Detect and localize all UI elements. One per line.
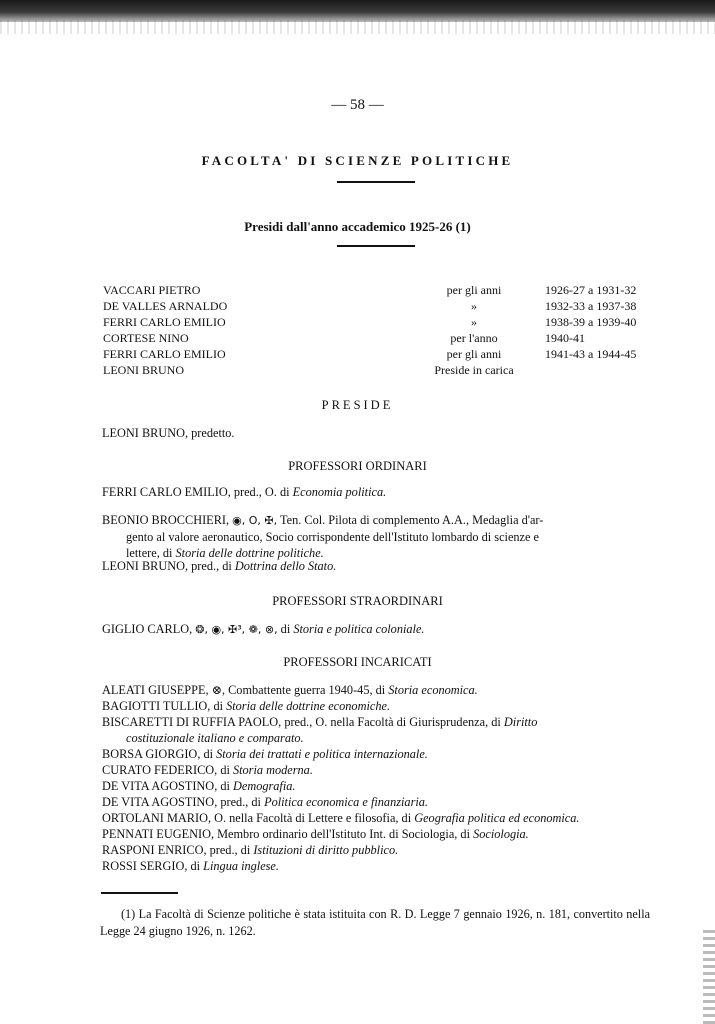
faculty-title: FACOLTA' DI SCIENZE POLITICHE (201, 153, 514, 168)
presidi-row (0, 299, 715, 315)
entry-name: LEONI BRUNO, pred., di (102, 559, 235, 573)
ordinari-entry-ferri (102, 485, 386, 500)
preside-name: CORTESE NINO (103, 331, 189, 345)
presidi-underline (337, 245, 415, 247)
preside-period: » (471, 315, 477, 329)
entry-subject: Geografia politica ed economica. (414, 811, 580, 825)
scan-right-edge (703, 930, 715, 1024)
preside-period: Preside in carica (434, 363, 514, 377)
entry-name: BORSA GIORGIO, di (102, 747, 217, 761)
preside-years: 1941-43 a 1944-45 (545, 347, 637, 361)
incaricati-item (102, 827, 529, 842)
preside-name: VACCARI PIETRO (103, 283, 201, 297)
entry-text: lettere, di (126, 546, 176, 560)
entry-text: di (277, 622, 294, 636)
incaricati-item (102, 859, 279, 874)
entry-name: ROSSI SERGIO, di (102, 859, 204, 873)
presidi-row (0, 347, 715, 363)
footnote-rule (101, 892, 178, 894)
preside-heading: PRESIDE (321, 398, 394, 412)
incaricati-item (102, 811, 580, 826)
entry-name: GIGLIO CARLO, (102, 622, 196, 636)
entry-subject: Storia moderna. (232, 763, 313, 777)
presidi-row (0, 283, 715, 299)
entry-name: BISCARETTI DI RUFFIA PAOLO, pred., O. nella Facoltà di Giurisprudenza, di (102, 715, 504, 729)
entry-subject: Dottrina dello Stato. (234, 559, 337, 573)
incaricati-item (102, 779, 296, 794)
preside-period: per l'anno (450, 331, 498, 345)
entry-subject: Istituzioni di diritto pubblico. (253, 843, 399, 857)
ordinari-entry-leoni (102, 559, 336, 574)
entry-subject: Politica economica e finanziaria. (264, 795, 428, 809)
incaricati-item (102, 747, 428, 762)
entry-name: RASPONI ENRICO, pred., di (102, 843, 254, 857)
entry-name: BEONIO BROCCHIERI, (102, 513, 233, 527)
entry-subject: costituzionale italiano e comparato. (126, 731, 304, 745)
entry-name: DE VITA AGOSTINO, pred., di (102, 795, 265, 809)
incaricati-heading: PROFESSORI INCARICATI (283, 655, 432, 669)
entry-subject: Storia delle dottrine economiche. (226, 699, 391, 713)
incaricati-item (102, 699, 390, 714)
incaricati-item (102, 683, 478, 698)
entry-name: PENNATI EUGENIO, Membro ordinario dell'Istituto Int. di Sociologia, di (102, 827, 474, 841)
incaricati-item (102, 843, 398, 858)
entry-subject: Diritto (503, 715, 538, 729)
preside-name: FERRI CARLO EMILIO (103, 347, 226, 361)
entry-name: ORTOLANI MARIO, O. nella Facoltà di Lettere e filosofia, di (102, 811, 415, 825)
entry-subject: Sociologia. (473, 827, 529, 841)
entry-name: BAGIOTTI TULLIO, di (102, 699, 227, 713)
straordinari-entry-giglio (102, 622, 424, 637)
title-underline (337, 181, 415, 183)
preside-name: DE VALLES ARNALDO (103, 299, 228, 313)
page-number: — 58 — (331, 97, 384, 113)
incaricati-item (102, 795, 428, 810)
presidi-row (0, 363, 715, 379)
incaricati-item (102, 763, 313, 778)
scan-noise (0, 20, 715, 34)
entry-continuation: gento al valore aeronautico, Socio corrispondente dell'Istituto lombardo di scienze e (126, 530, 540, 544)
entry-subject: Storia dei trattati e politica internazionale. (216, 747, 428, 761)
decoration-symbols: ❂, ◉, ✠³, ❁, ⊗, (195, 623, 278, 636)
entry-name: FERRI CARLO EMILIO, pred., O. di (102, 485, 293, 499)
straordinari-heading: PROFESSORI STRAORDINARI (272, 594, 443, 608)
preside-years: 1940-41 (545, 331, 585, 345)
preside-years: 1926-27 a 1931-32 (545, 283, 637, 297)
entry-subject: Demografia. (232, 779, 296, 793)
entry-subject: Lingua inglese. (203, 859, 279, 873)
preside-entry: LEONI BRUNO, predetto. (102, 426, 235, 440)
entry-subject: Storia e politica coloniale. (293, 622, 425, 636)
entry-text: Ten. Col. Pilota di complemento A.A., Medaglia d'ar- (277, 513, 544, 527)
entry-subject: Storia economica. (388, 683, 478, 697)
incaricati-item-continuation (126, 731, 304, 746)
entry-name: CURATO FEDERICO, di (102, 763, 233, 777)
entry-name: DE VITA AGOSTINO, di (102, 779, 233, 793)
ordinari-heading: PROFESSORI ORDINARI (288, 459, 427, 473)
entry-subject: Economia politica. (292, 485, 387, 499)
preside-period: per gli anni (446, 347, 502, 361)
scan-dark-edge (0, 0, 715, 22)
preside-name: FERRI CARLO EMILIO (103, 315, 226, 329)
incaricati-item (102, 715, 537, 730)
presidi-row (0, 331, 715, 347)
entry-subject: Storia delle dottrine politiche. (175, 546, 324, 560)
preside-name: LEONI BRUNO (103, 363, 184, 377)
preside-years: 1938-39 a 1939-40 (545, 315, 637, 329)
presidi-heading: Presidi dall'anno accademico 1925-26 (1) (244, 219, 471, 234)
presidi-row (0, 315, 715, 331)
preside-period: » (471, 299, 477, 313)
preside-period: per gli anni (446, 283, 502, 297)
preside-years: 1932-33 a 1937-38 (545, 299, 637, 313)
entry-name: ALEATI GIUSEPPE, ⊗, Combattente guerra 1940-45, di (102, 683, 389, 697)
ordinari-entry-beonio (102, 512, 647, 561)
decoration-symbols: ◉, O, ✠, (232, 514, 278, 527)
footnote: (1) La Facoltà di Scienze politiche è stata istituita con R. D. Legge 7 gennaio 1926, n. 181, convertito nella Legge 24 giugno 1926, n. 1262. (100, 907, 650, 938)
